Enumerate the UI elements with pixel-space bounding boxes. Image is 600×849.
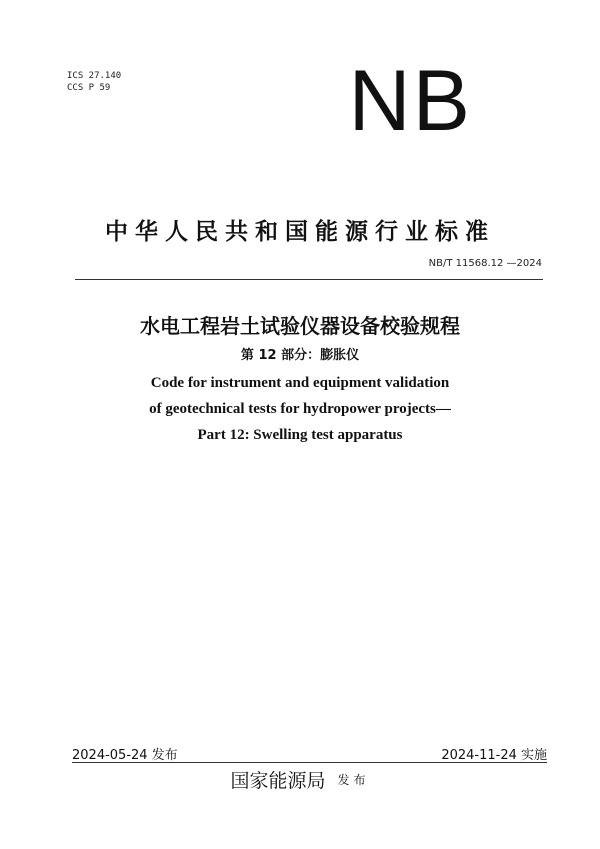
implementation-date: 2024-11-24 实施 bbox=[441, 748, 547, 763]
issuer-name: 国家能源局 bbox=[230, 770, 326, 792]
title-english-line-2: of geotechnical tests for hydropower projects— bbox=[149, 401, 451, 417]
ccs-code: CCS P 59 bbox=[67, 83, 111, 93]
standard-number: NB/T 11568.12 —2024 bbox=[428, 258, 542, 269]
title-chinese: 水电工程岩土试验仪器设备校验规程 bbox=[140, 314, 460, 338]
title-english-line-1: Code for instrument and equipment validation bbox=[150, 375, 450, 391]
standard-title: 中华人民共和国能源行业标准 bbox=[105, 219, 495, 245]
title-english-line-3: Part 12: Swelling test apparatus bbox=[197, 427, 403, 443]
classification-codes bbox=[67, 70, 121, 94]
release-date: 2024-05-24 发布 bbox=[72, 748, 178, 763]
nb-logo: NB bbox=[348, 53, 472, 149]
header-divider bbox=[75, 279, 543, 280]
footer-divider bbox=[72, 762, 547, 763]
ics-code: ICS 27.140 bbox=[67, 71, 122, 81]
part-title-chinese: 第 12 部分：膨胀仪 bbox=[240, 348, 360, 363]
issuer-line bbox=[0, 766, 600, 793]
issue-action: 发布 bbox=[337, 773, 370, 787]
